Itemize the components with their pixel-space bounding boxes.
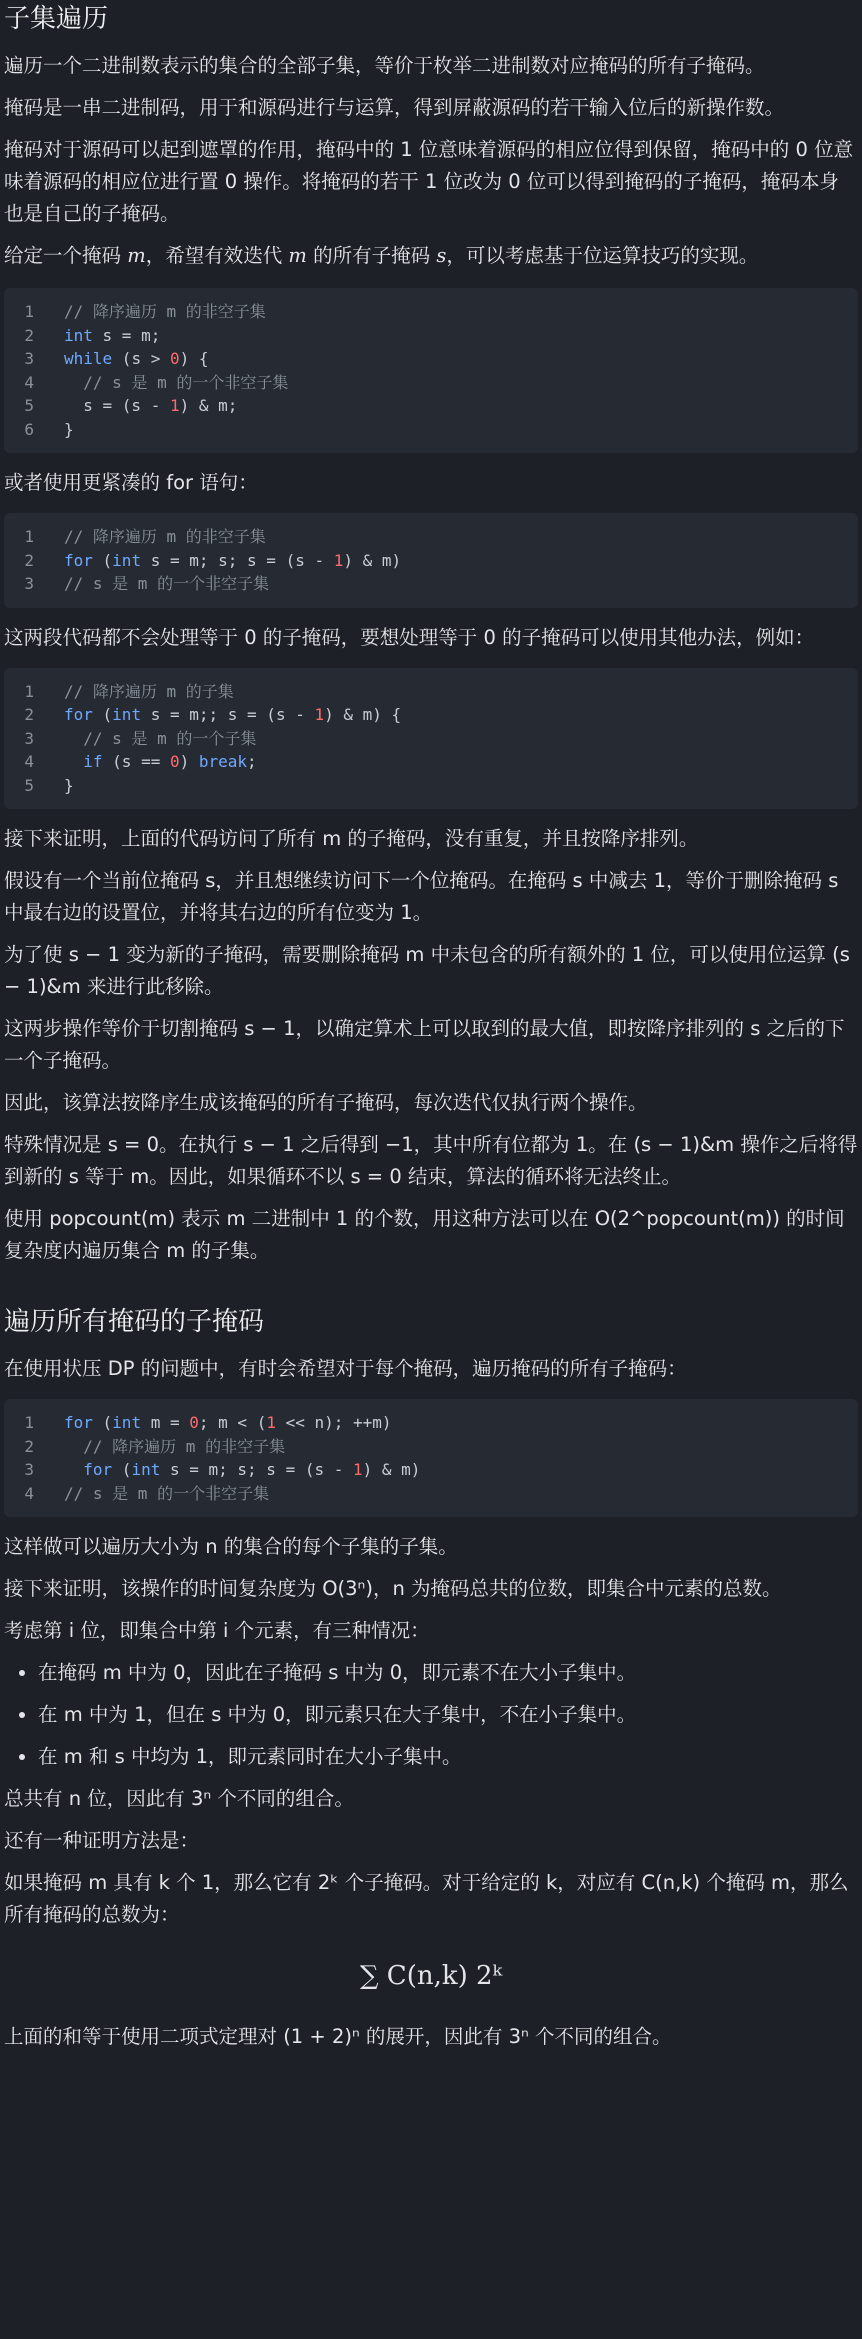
section-title: 遍历所有掩码的子掩码 [4, 1307, 265, 1337]
paragraph: 因此，该算法按降序生成该掩码的所有子掩码，每次迭代仅执行两个操作。 [4, 1091, 648, 1114]
paragraph: 上面的和等于使用二项式定理对 (1 + 2)ⁿ 的展开，因此有 3ⁿ 个不同的组合。 [4, 2025, 672, 2048]
paragraph: 接下来证明，上面的代码访问了所有 m 的子掩码，没有重复，并且按降序排列。 [4, 827, 699, 850]
paragraph: 这两段代码都不会处理等于 0 的子掩码，要想处理等于 0 的子掩码可以使用其他办法，例如： [4, 625, 815, 649]
paragraph: 假设有一个当前位掩码 s，并且想继续访问下一个位掩码。在掩码 s 中减去 1，等价于删除掩码 s 中最右边的设置位，并将其右边的所有位变为 1。 [4, 869, 839, 924]
paragraph: 为了使 s − 1 变为新的子掩码，需要删除掩码 m 中未包含的所有额外的 1 位，可以使用位运算 (s − 1)&m 来进行此移除。 [4, 943, 850, 998]
paragraph: 或者使用更紧凑的 for 语句： [4, 471, 258, 494]
code-block[interactable]: 1 // 降序遍历 m 的子集 2 for (int s = m;; s = (s - 1) & m) { 3 // s 是 m 的一个子集 4 if (s == 0) break; 5 } [4, 668, 858, 810]
paragraph: 接下来证明，该操作的时间复杂度为 O(3ⁿ)，n 为掩码总共的位数，即集合中元素的总数。 [4, 1577, 782, 1600]
code-block[interactable]: 1 // 降序遍历 m 的非空子集 2 for (int s = m; s; s = (s - 1) & m) 3 // s 是 m 的一个非空子集 [4, 513, 858, 608]
paragraph: 特殊情况是 s = 0。在执行 s − 1 之后得到 −1，其中所有位都为 1。在 (s − 1)&m 操作之后将得到新的 s 等于 m。因此，如果循环不以 s = 0 结束，算法的循环将无法终止。 [4, 1133, 858, 1188]
paragraph: 给定一个掩码 m，希望有效迭代 m 的所有子掩码 s，可以考虑基于位运算技巧的实现。 [4, 244, 759, 267]
paragraph: 在使用状压 DP 的问题中，有时会希望对于每个掩码，遍历掩码的所有子掩码： [4, 1357, 687, 1380]
case-list [4, 1657, 858, 1773]
paragraph: 遍历一个二进制数表示的集合的全部子集，等价于枚举二进制数对应掩码的所有子掩码。 [4, 54, 765, 77]
paragraph: 考虑第 i 位，即集合中第 i 个元素，有三种情况： [4, 1619, 430, 1642]
paragraph: 总共有 n 位，因此有 3ⁿ 个不同的组合。 [4, 1787, 354, 1810]
paragraph: 掩码对于源码可以起到遮罩的作用，掩码中的 1 位意味着源码的相应位得到保留，掩码中的 0 位意味着源码的相应位进行置 0 操作。将掩码的若干 1 位改为 0 位可以得到掩码的子掩码，掩码本身也是自己的子掩码。 [4, 138, 854, 225]
paragraph: 如果掩码 m 具有 k 个 1，那么它有 2ᵏ 个子掩码。对于给定的 k，对应有 C(n,k) 个掩码 m，那么所有掩码的总数为： [4, 1871, 849, 1926]
list-item: • 在 m 中为 1，但在 s 中为 0，即元素只在大子集中，不在小子集中。 [38, 1699, 858, 1731]
paragraph: 掩码是一串二进制码，用于和源码进行与运算，得到屏蔽源码的若干输入位后的新操作数。 [4, 96, 785, 119]
code-block[interactable]: 1 for (int m = 0; m < (1 << n); ++m) 2 // 降序遍历 m 的非空子集 3 for (int s = m; s; s = (s - 1) & m) 4 // s 是 m 的一个非空子集 [4, 1399, 858, 1517]
paragraph: 使用 popcount(m) 表示 m 二进制中 1 的个数，用这种方法可以在 O(2^popcount(m)) 的时间复杂度内遍历集合 m 的子集。 [4, 1207, 845, 1262]
paragraph: 这两步操作等价于切割掩码 s − 1，以确定算术上可以取到的最大值，即按降序排列的 s 之后的下一个子掩码。 [4, 1017, 845, 1072]
list-item: • 在 m 和 s 中均为 1，即元素同时在大小子集中。 [38, 1741, 858, 1773]
page-title: 子集遍历 [4, 4, 109, 34]
paragraph: 还有一种证明方法是： [4, 1829, 200, 1852]
paragraph: 这样做可以遍历大小为 n 的集合的每个子集的子集。 [4, 1535, 458, 1558]
list-item: • 在掩码 m 中为 0，因此在子掩码 s 中为 0，即元素不在大小子集中。 [38, 1657, 858, 1689]
code-block[interactable]: 1 // 降序遍历 m 的非空子集 2 int s = m; 3 while (s > 0) { 4 // s 是 m 的一个非空子集 5 s = (s - 1) & m; 6 } [4, 288, 858, 453]
sum-formula: ∑ C(n,k) 2ᵏ [359, 1961, 503, 1991]
